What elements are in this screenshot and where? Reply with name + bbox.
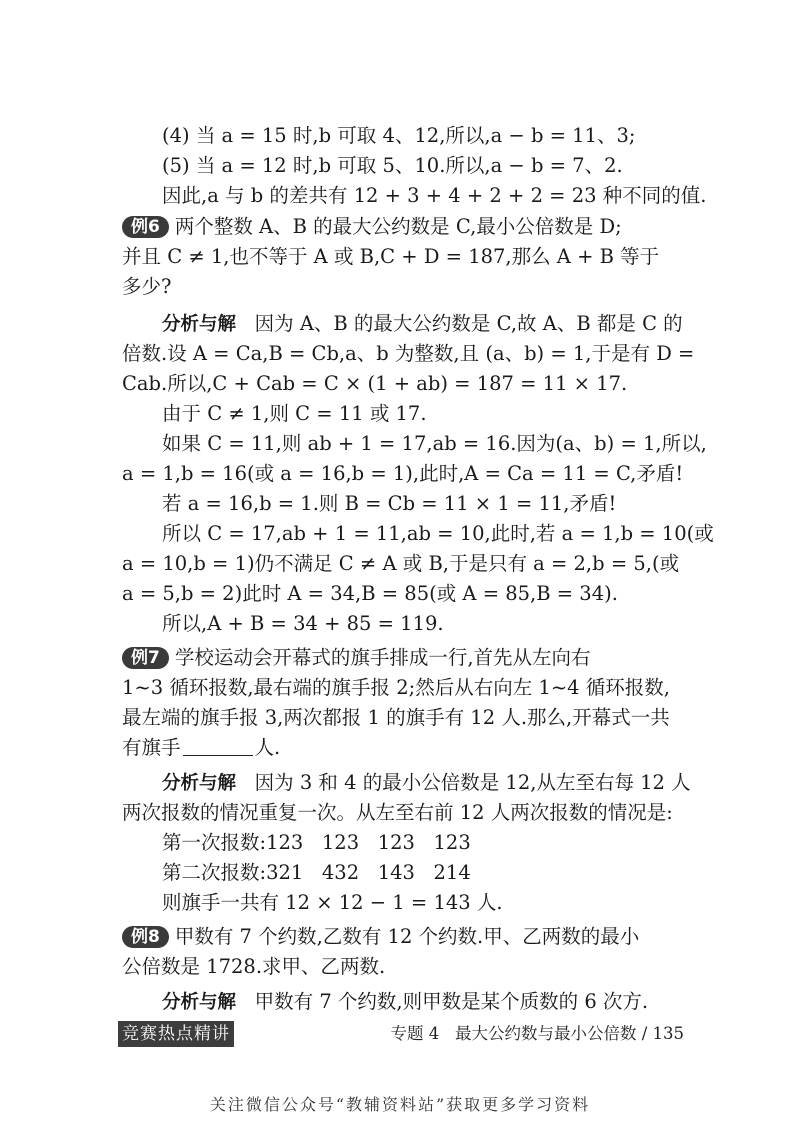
text-line: (5) 当 a = 12 时,b 可取 5、10.所以,a − b = 7、2. (162, 154, 623, 177)
text-line: 甲数有 7 个约数,则甲数是某个质数的 6 次方. (254, 990, 649, 1013)
text-line: 若 a = 16,b = 1.则 B = Cb = 11 × 1 = 11,矛盾! (162, 492, 617, 515)
text-line: 因为 A、B 的最大公约数是 C,故 A、B 都是 C 的 (254, 312, 683, 335)
text-line: a = 10,b = 1)仍不满足 C ≠ A 或 B,于是只有 a = 2,b = 5,(或 (122, 552, 680, 575)
text-line: 倍数.设 A = Ca,B = Cb,a、b 为整数,且 (a、b) = 1,于是有 D = (122, 342, 695, 365)
example-7-heading (122, 643, 591, 673)
text-line: 两次报数的情况重复一次。从左至右前 12 人两次报数的情况是: (122, 801, 673, 824)
analysis-paragraph (162, 309, 683, 340)
analysis-label: 分析与解 (162, 773, 237, 794)
text-line: (4) 当 a = 15 时,b 可取 4、12,所以,a − b = 11、3; (162, 124, 636, 147)
watermark-text: 关注微信公众号“教辅资料站”获取更多学习资料 (209, 1095, 591, 1114)
example-6-heading (122, 212, 622, 242)
text-line: 公倍数是 1728.求甲、乙两数. (122, 955, 386, 978)
running-head: 专题 4 最大公约数与最小公倍数 / 135 (390, 1024, 684, 1043)
text-line: Cab.所以,C + Cab = C × (1 + ab) = 187 = 11 × 17. (122, 372, 628, 395)
example-badge: 例6 (122, 216, 169, 238)
text-line: 因此,a 与 b 的差共有 12 + 3 + 4 + 2 + 2 = 23 种不同的值. (162, 184, 707, 207)
analysis-label: 分析与解 (162, 992, 237, 1013)
text-line: 所以 C = 17,ab + 1 = 11,ab = 10,此时,若 a = 1,b = 10(或 (162, 522, 714, 545)
text-line: 1~3 循环报数,最右端的旗手报 2;然后从右向左 1~4 循环报数, (122, 676, 670, 699)
text-line: 有旗手 (122, 736, 181, 759)
section-tag: 竞赛热点精讲 (118, 1021, 234, 1047)
text-line: 甲数有 7 个约数,乙数有 12 个约数.甲、乙两数的最小 (174, 925, 640, 948)
analysis-label: 分析与解 (162, 314, 237, 335)
text-line: 因为 3 和 4 的最小公倍数是 12,从左至右每 12 人 (254, 771, 691, 794)
text-line: 由于 C ≠ 1,则 C = 11 或 17. (162, 402, 427, 425)
text-line: 最左端的旗手报 3,两次都报 1 的旗手有 12 人.那么,开幕式一共 (122, 706, 670, 729)
text-line: 所以,A + B = 34 + 85 = 119. (162, 612, 444, 635)
text-line: 并且 C ≠ 1,也不等于 A 或 B,C + D = 187,那么 A + B 等于 (122, 245, 660, 268)
answer-blank (183, 735, 253, 756)
text-line: 第一次报数:123 123 123 123 (162, 831, 471, 854)
text-line: 人. (254, 736, 281, 759)
text-line: 多少? (122, 275, 172, 298)
text-line: 第二次报数:321 432 143 214 (162, 861, 471, 884)
analysis-paragraph (162, 987, 648, 1018)
text-line: a = 1,b = 16(或 a = 16,b = 1),此时,A = Ca = 11 = C,矛盾! (122, 462, 684, 485)
example-badge: 例8 (122, 926, 169, 948)
example-badge: 例7 (122, 647, 169, 669)
text-line: a = 5,b = 2)此时 A = 34,B = 85(或 A = 85,B = 34). (122, 582, 618, 605)
text-line-with-blank (122, 733, 280, 763)
text-line: 则旗手一共有 12 × 12 − 1 = 143 人. (162, 891, 503, 914)
text-line: 如果 C = 11,则 ab + 1 = 17,ab = 16.因为(a、b) = 1,所以, (162, 432, 707, 455)
analysis-paragraph (162, 768, 691, 799)
example-8-heading (122, 922, 639, 952)
text-line: 两个整数 A、B 的最大公约数是 C,最小公倍数是 D; (174, 215, 622, 238)
text-line: 学校运动会开幕式的旗手排成一行,首先从左向右 (174, 646, 591, 669)
